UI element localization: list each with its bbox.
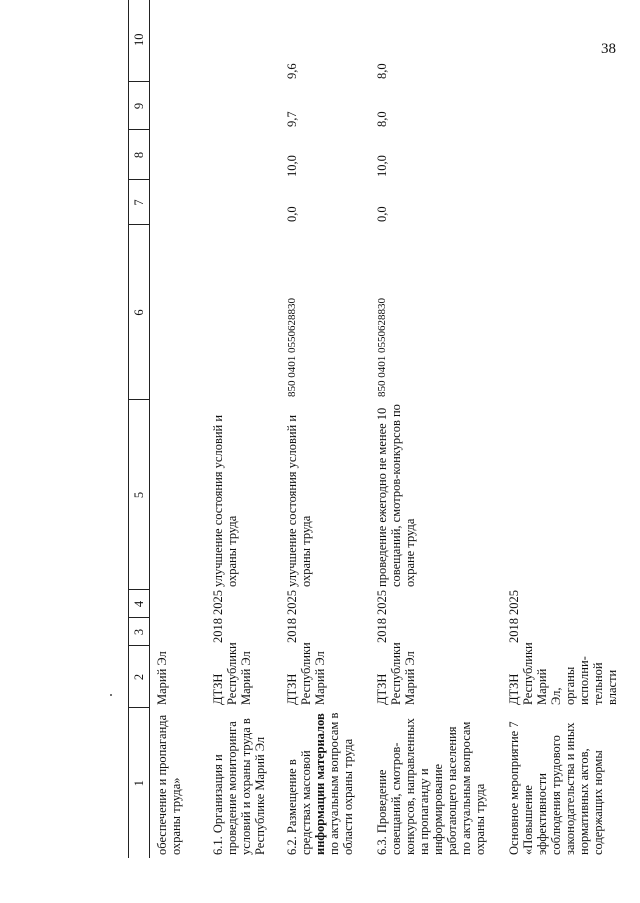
executor: ДТЗН Республики Марий Эл xyxy=(375,642,417,705)
rotated-table-sheet xyxy=(128,0,640,858)
table-row xyxy=(369,0,501,858)
measure-name: обеспечение и пропаганда охраны труда» xyxy=(155,714,183,855)
table-row xyxy=(150,0,206,858)
table-row xyxy=(501,0,627,858)
measure-name-part: по актуальным вопросам в области охраны труда xyxy=(327,712,355,855)
table-row xyxy=(279,0,369,858)
value-col-10 xyxy=(150,0,206,82)
measure-name-bold-part: информации материалов xyxy=(313,713,327,855)
end-year: 2025 xyxy=(211,590,225,615)
program-measures-table xyxy=(128,0,627,858)
budget-code xyxy=(501,225,627,400)
start-year: 2018 xyxy=(285,618,299,643)
executor: ДТЗН Республики Марий Эл xyxy=(285,642,327,705)
executor: ДТЗН Республики Марий Эл xyxy=(211,642,253,705)
value-col-9 xyxy=(150,82,206,130)
value-col-9 xyxy=(205,82,279,130)
value-col-7: 0,0 xyxy=(375,206,389,222)
executor: ДТЗН Республики Марий Эл, органы исполни-тельной власти xyxy=(507,642,619,705)
budget-code xyxy=(150,225,206,400)
value-col-7 xyxy=(501,180,627,225)
column-header-3: 3 xyxy=(129,618,150,646)
table-row xyxy=(205,0,279,858)
value-col-7 xyxy=(205,180,279,225)
value-col-8 xyxy=(501,130,627,180)
start-year: 2018 xyxy=(211,618,225,643)
expected-result xyxy=(150,400,206,590)
value-col-9: 9,7 xyxy=(285,111,299,127)
column-header-1: 1 xyxy=(129,708,150,858)
measure-name: Основное мероприятие 7 «Повышение эффективности соблюдения трудового законодательства и иных нормативных актов, содержащих нормы xyxy=(507,721,605,855)
scan-speck xyxy=(110,694,112,696)
value-col-9 xyxy=(501,82,627,130)
column-header-8: 8 xyxy=(129,130,150,180)
start-year xyxy=(150,618,206,646)
value-col-8: 10,0 xyxy=(375,155,389,177)
expected-result: улучшение состояния условий и охраны труда xyxy=(211,414,239,587)
executor: Марий Эл xyxy=(155,651,169,705)
budget-code: 850 0401 0550628830 xyxy=(376,298,388,397)
value-col-8: 10,0 xyxy=(285,155,299,177)
value-col-10: 9,6 xyxy=(285,63,299,79)
expected-result: улучшение состояния условий и охраны труда xyxy=(285,414,313,587)
measure-name-part: 6.2. Размещение в средствах массовой xyxy=(285,750,313,855)
column-header-4: 4 xyxy=(129,590,150,618)
expected-result xyxy=(501,400,627,590)
end-year: 2025 xyxy=(285,590,299,615)
value-col-10: 8,0 xyxy=(375,63,389,79)
measure-name: 6.1. Организация и проведение мониторинга условий и охраны труда в Республике Марий Эл xyxy=(211,718,267,855)
measure-name xyxy=(279,708,369,858)
value-col-7 xyxy=(150,180,206,225)
value-col-8 xyxy=(205,130,279,180)
end-year: 2025 xyxy=(375,590,389,615)
value-col-9: 8,0 xyxy=(375,111,389,127)
value-col-8 xyxy=(150,130,206,180)
end-year xyxy=(150,590,206,618)
column-header-10: 10 xyxy=(129,0,150,82)
column-header-2: 2 xyxy=(129,646,150,708)
end-year: 2025 xyxy=(507,590,521,615)
start-year: 2018 xyxy=(375,618,389,643)
page-number: 38 xyxy=(601,41,616,57)
column-header-7: 7 xyxy=(129,180,150,225)
column-header-9: 9 xyxy=(129,82,150,130)
value-col-7: 0,0 xyxy=(285,206,299,222)
budget-code: 850 0401 0550628830 xyxy=(286,298,298,397)
value-col-10 xyxy=(205,0,279,82)
column-header-6: 6 xyxy=(129,225,150,400)
budget-code xyxy=(205,225,279,400)
measure-name: 6.3. Проведение совещаний, смотров-конкурсов, направленных на пропаганду и информирование работающего населения по актуальным вопросам охраны труда xyxy=(375,718,487,855)
start-year: 2018 xyxy=(507,618,521,643)
table-header-row xyxy=(129,0,150,858)
column-header-5: 5 xyxy=(129,400,150,590)
value-col-10 xyxy=(501,0,627,82)
expected-result: проведение ежегодно не менее 10 совещаний, смотров-конкурсов по охране труда xyxy=(375,404,417,587)
